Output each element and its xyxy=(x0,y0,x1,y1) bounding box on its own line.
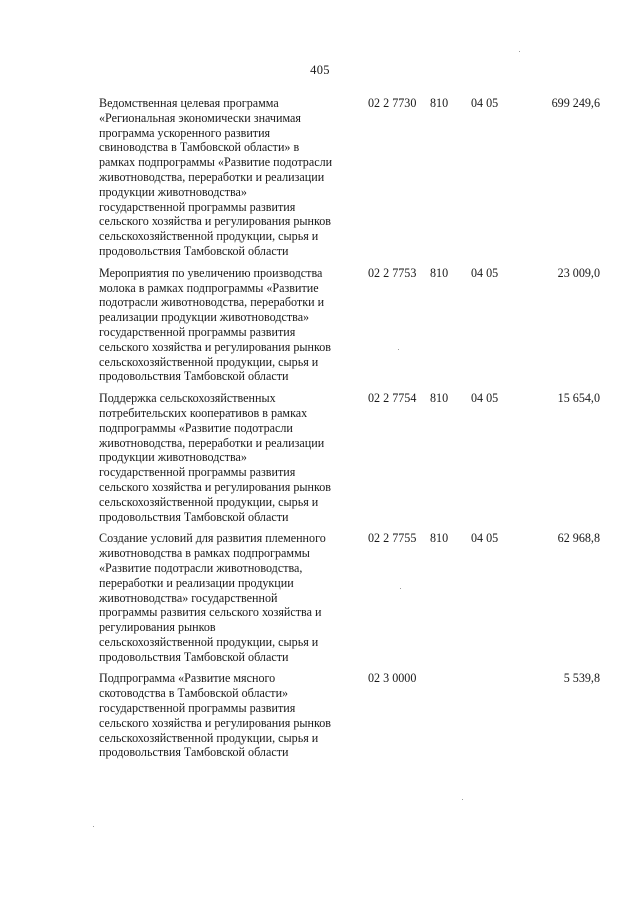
table-row xyxy=(99,96,604,259)
target-code: 02 2 7753 xyxy=(368,265,417,280)
scan-speck xyxy=(519,51,520,52)
page-number: 405 xyxy=(310,63,330,77)
amount: 23 009,0 xyxy=(557,265,600,280)
amount: 62 968,8 xyxy=(557,531,600,546)
scan-speck xyxy=(462,799,463,800)
scan-speck xyxy=(93,826,94,827)
scan-speck xyxy=(400,588,401,589)
section-code: 04 05 xyxy=(471,265,499,280)
expense-type: 810 xyxy=(430,265,449,280)
row-description: Создание условий для развития племенного животноводства в рамках подпрограммы «Развитие подотрасли животноводства, переработки и реализации продукции животноводства» государственной программы развития сельского хозяйства и регулирования рынков сельскохозяйственной продукции, сырья и продовольствия Тамбовской области xyxy=(99,531,326,664)
table-row xyxy=(99,671,604,760)
section-code: 04 05 xyxy=(471,391,499,406)
target-code: 02 2 7755 xyxy=(368,531,417,546)
target-code: 02 3 0000 xyxy=(368,671,417,686)
target-code: 02 2 7754 xyxy=(368,391,417,406)
table-row xyxy=(99,266,604,384)
scan-speck xyxy=(398,349,399,350)
amount: 5 539,8 xyxy=(563,671,600,686)
row-description: Ведомственная целевая программа «Региональная экономически значимая программа ускоренного развития свиноводства в Тамбовской области» в рамках подпрограммы «Развитие подотрасли животноводства, переработки и реализации продукции животноводства» государственной программы развития сельского хозяйства и регулирования рынков сельскохозяйственной продукции, сырья и продовольствия Тамбовской области xyxy=(99,96,333,258)
expense-type: 810 xyxy=(430,391,449,406)
budget-table xyxy=(99,96,604,767)
expense-type: 810 xyxy=(430,531,449,546)
target-code: 02 2 7730 xyxy=(368,96,417,110)
expense-type: 810 xyxy=(430,96,449,110)
section-code: 04 05 xyxy=(471,96,499,110)
table-row xyxy=(99,531,604,664)
table-row xyxy=(99,391,604,524)
amount: 699 249,6 xyxy=(551,96,600,110)
row-description: Подпрограмма «Развитие мясного скотоводства в Тамбовской области» государственной программы развития сельского хозяйства и регулирования рынков сельскохозяйственной продукции, сырья и продовольствия Тамбовской области xyxy=(99,671,331,760)
row-description: Мероприятия по увеличению производства молока в рамках подпрограммы «Развитие подотрасли животноводства, переработки и реализации продукции животноводства» государственной программы развития сельского хозяйства и регулирования рынков сельскохозяйственной продукции, сырья и продовольствия Тамбовской области xyxy=(99,265,331,384)
row-description: Поддержка сельскохозяйственных потребительских кооперативов в рамках подпрограммы «Развитие подотрасли животноводства, переработки и реализации продукции животноводства» государственной программы развития сельского хозяйства и регулирования рынков сельскохозяйственной продукции, сырья и продовольствия Тамбовской области xyxy=(99,391,331,524)
amount: 15 654,0 xyxy=(557,391,600,406)
section-code: 04 05 xyxy=(471,531,499,546)
